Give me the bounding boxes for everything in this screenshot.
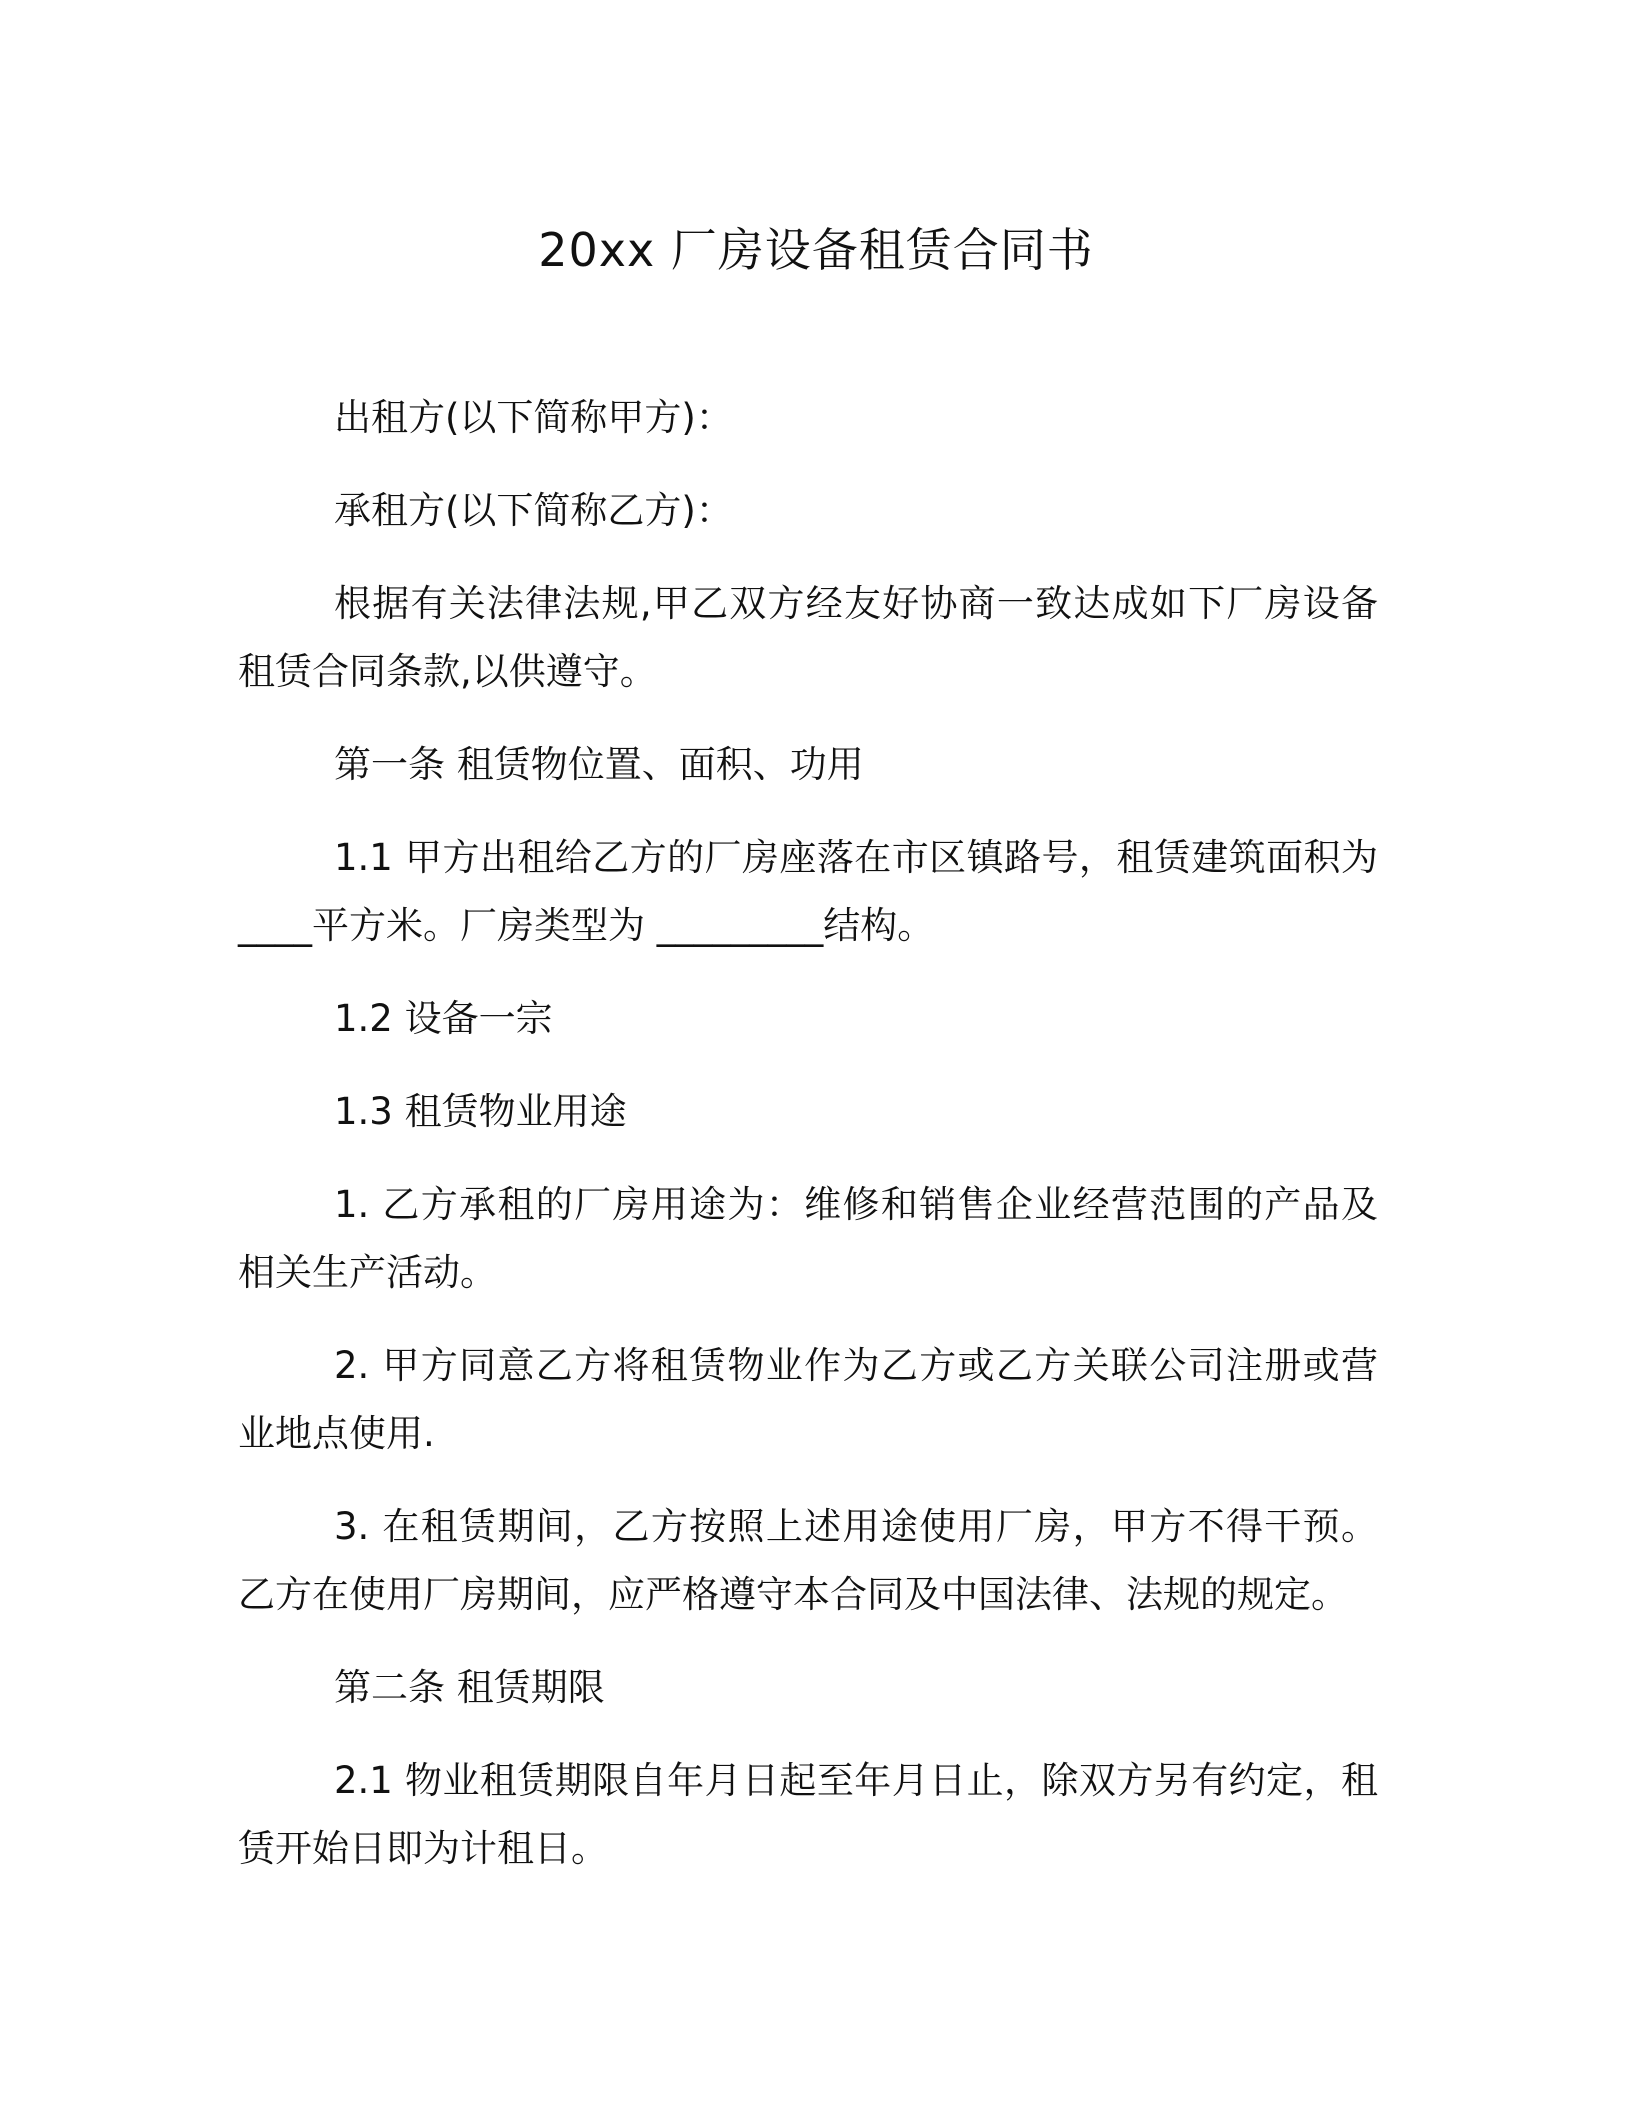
- section-heading-2: 第二条 租赁期限: [334, 1666, 605, 1709]
- document-body: [238, 384, 1378, 1908]
- section-heading-1: 第一条 租赁物位置、面积、功用: [334, 743, 864, 786]
- usage-item-3: 3. 在租赁期间，乙方按照上述用途使用厂房，甲方不得干预。乙方在使用厂房期间，应严格遵守本合同及中国法律、法规的规定。: [238, 1505, 1378, 1616]
- clause-1-3: 1.3 租赁物业用途: [334, 1090, 627, 1133]
- paragraph-preamble: 根据有关法律法规,甲乙双方经友好协商一致达成如下厂房设备租赁合同条款,以供遵守。: [238, 582, 1378, 693]
- paragraph-lessee: 承租方(以下简称乙方)：: [334, 489, 733, 532]
- clause-2-1: 2.1 物业租赁期限自年月日起至年月日止，除双方另有约定，租赁开始日即为计租日。: [238, 1759, 1378, 1870]
- clause-1-2: 1.2 设备一宗: [334, 997, 553, 1040]
- clause-1-1: 1.1 甲方出租给乙方的厂房座落在市区镇路号，租赁建筑面积为____平方米。厂房类型为 _________结构。: [238, 836, 1378, 947]
- document-title: 20xx 厂房设备租赁合同书: [538, 223, 1094, 277]
- paragraph-lessor: 出租方(以下简称甲方)：: [334, 396, 733, 439]
- usage-item-1: 1. 乙方承租的厂房用途为：维修和销售企业经营范围的产品及相关生产活动。: [238, 1183, 1378, 1294]
- usage-item-2: 2. 甲方同意乙方将租赁物业作为乙方或乙方关联公司注册或营业地点使用.: [238, 1344, 1378, 1455]
